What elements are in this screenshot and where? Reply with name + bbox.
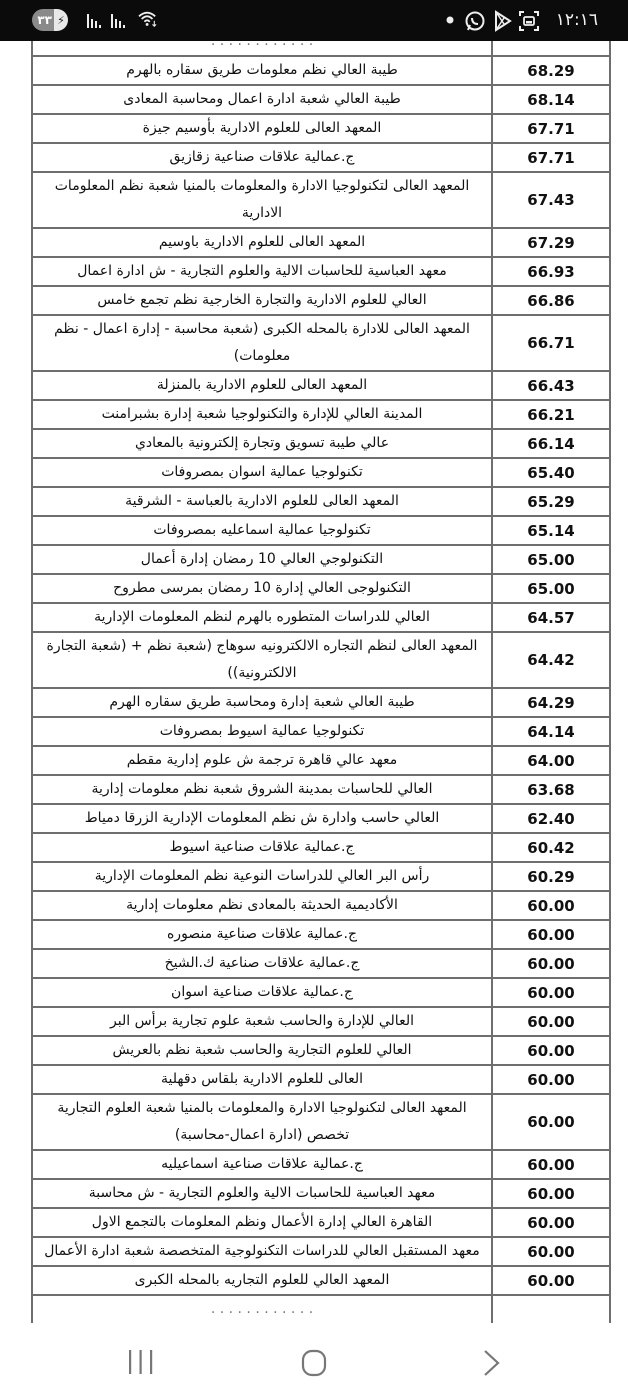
institute-cell: تكنولوجيا عمالية اسماعليه بمصروفات — [32, 516, 492, 545]
score-cell: 64.42 — [492, 632, 610, 688]
recents-icon[interactable] — [126, 1349, 156, 1375]
table-row — [32, 978, 610, 1007]
institute-cell: عالي طيبة تسويق وتجارة إلكترونية بالمعادي — [32, 429, 492, 458]
institute-cell: المعهد العالى للادارة بالمحله الكبرى (شعبة محاسبة - إدارة اعمال - نظم معلومات) — [32, 315, 492, 371]
table-row — [32, 1179, 610, 1208]
table-row — [32, 1007, 610, 1036]
institute-cell: العالي حاسب وادارة ش نظم المعلومات الإدارية الزرقا دمياط — [32, 804, 492, 833]
institute-cell: معهد عالي قاهرة ترجمة ش علوم إدارية مقطم — [32, 746, 492, 775]
battery-charging-icon — [32, 9, 68, 31]
table-row — [32, 56, 610, 85]
score-cell: 60.00 — [492, 1237, 610, 1266]
score-cell: 60.00 — [492, 1094, 610, 1150]
score-cell: 66.93 — [492, 257, 610, 286]
signal-icon — [86, 12, 106, 30]
score-cell: 65.14 — [492, 516, 610, 545]
table-row — [32, 632, 610, 688]
institute-cell: . . . . . . . . . . . . — [32, 1295, 492, 1323]
score-cell: 66.86 — [492, 286, 610, 315]
table-row — [32, 257, 610, 286]
institute-cell: . . . . . . . . . . . . — [32, 41, 492, 56]
wifi-icon — [136, 10, 160, 28]
score-cell: 66.14 — [492, 429, 610, 458]
score-cell: 60.42 — [492, 833, 610, 862]
institute-cell: العالي للإدارة والحاسب شعبة علوم تجارية برأس البر — [32, 1007, 492, 1036]
results-table-container[interactable] — [0, 41, 628, 1323]
table-row — [32, 949, 610, 978]
table-row — [32, 228, 610, 257]
table-row-partial — [32, 41, 610, 56]
score-cell: 67.43 — [492, 172, 610, 228]
table-row — [32, 143, 610, 172]
institute-cell: ج.عمالية علاقات صناعية زقازيق — [32, 143, 492, 172]
institute-cell: العالي للعلوم الادارية والتجارة الخارجية نظم تجمع خامس — [32, 286, 492, 315]
institute-cell: العالي للعلوم التجارية والحاسب شعبة نظم بالعريش — [32, 1036, 492, 1065]
institute-cell: تكنولوجيا عمالية اسيوط بمصروفات — [32, 717, 492, 746]
score-cell: 60.00 — [492, 1065, 610, 1094]
table-row — [32, 804, 610, 833]
score-cell — [492, 41, 610, 56]
institute-cell: تكنولوجيا عمالية اسوان بمصروفات — [32, 458, 492, 487]
institute-cell: ج.عمالية علاقات صناعية اسماعيليه — [32, 1150, 492, 1179]
results-table — [31, 41, 611, 1323]
institute-cell: العالي للحاسبات بمدينة الشروق شعبة نظم معلومات إدارية — [32, 775, 492, 804]
table-row-partial — [32, 1295, 610, 1323]
table-row — [32, 1266, 610, 1295]
table-row — [32, 429, 610, 458]
institute-cell: العالى للعلوم الادارية بلقاس دقهلية — [32, 1065, 492, 1094]
score-cell: 64.29 — [492, 688, 610, 717]
score-cell: 60.00 — [492, 1036, 610, 1065]
score-cell: 67.29 — [492, 228, 610, 257]
institute-cell: المعهد العالى للعلوم الادارية باوسيم — [32, 228, 492, 257]
table-row — [32, 487, 610, 516]
table-row — [32, 746, 610, 775]
score-cell: 60.00 — [492, 1150, 610, 1179]
table-row — [32, 545, 610, 574]
score-cell: 65.29 — [492, 487, 610, 516]
table-row — [32, 516, 610, 545]
score-cell: 62.40 — [492, 804, 610, 833]
score-cell: 60.00 — [492, 978, 610, 1007]
score-cell: 64.14 — [492, 717, 610, 746]
institute-cell: طيبة العالي شعبة إدارة ومحاسبة طريق سقاره الهرم — [32, 688, 492, 717]
table-row — [32, 172, 610, 228]
whatsapp-icon — [464, 10, 486, 32]
score-cell: 68.14 — [492, 85, 610, 114]
institute-cell: التكنولوجى العالي إدارة 10 رمضان بمرسى مطروح — [32, 574, 492, 603]
table-row — [32, 833, 610, 862]
clock: ١٢:١٦ — [555, 10, 598, 30]
institute-cell: المعهد العالى للعلوم الادارية بأوسيم جيزة — [32, 114, 492, 143]
charging-bolt-icon: ⚡ — [54, 9, 68, 31]
institute-cell: المعهد العالى لنظم التجاره الالكترونيه سوهاج (شعبة نظم + (شعبة التجارة الالكترونية)) — [32, 632, 492, 688]
institute-cell: معهد المستقبل العالي للدراسات التكنولوجية المتخصصة شعبة ادارة الأعمال — [32, 1237, 492, 1266]
institute-cell: رأس البر العالي للدراسات النوعية نظم المعلومات الإدارية — [32, 862, 492, 891]
score-cell: 60.00 — [492, 891, 610, 920]
institute-cell: طيبة العالي شعبة ادارة اعمال ومحاسبة المعادى — [32, 85, 492, 114]
institute-cell: معهد العباسية للحاسبات الالية والعلوم التجارية - ش ادارة اعمال — [32, 257, 492, 286]
table-row — [32, 862, 610, 891]
battery-level: ٣٣ — [32, 9, 54, 31]
institute-cell: الأكاديمية الحديثة بالمعادى نظم معلومات إدارية — [32, 891, 492, 920]
score-cell: 65.00 — [492, 574, 610, 603]
score-cell — [492, 1295, 610, 1323]
table-row — [32, 1094, 610, 1150]
score-cell: 60.00 — [492, 920, 610, 949]
institute-cell: المعهد العالى لتكنولوجيا الادارة والمعلومات بالمنيا شعبة العلوم التجارية تخصص (ادارة اعمال-محاسبة) — [32, 1094, 492, 1150]
score-cell: 64.57 — [492, 603, 610, 632]
institute-cell: المعهد العالى للعلوم الادارية بالعباسة - الشرقية — [32, 487, 492, 516]
institute-cell: العالي للدراسات المتطوره بالهرم لنظم المعلومات الإدارية — [32, 603, 492, 632]
signal-icon — [110, 12, 130, 30]
table-row — [32, 286, 610, 315]
score-cell: 66.21 — [492, 400, 610, 429]
table-row — [32, 1036, 610, 1065]
table-row — [32, 717, 610, 746]
institute-cell: ج.عمالية علاقات صناعية اسوان — [32, 978, 492, 1007]
institute-cell: ج.عمالية علاقات صناعية ك.الشيخ — [32, 949, 492, 978]
table-row — [32, 920, 610, 949]
institute-cell: المدينة العالي للإدارة والتكنولوجيا شعبة إدارة بشبرامنت — [32, 400, 492, 429]
score-cell: 64.00 — [492, 746, 610, 775]
table-row — [32, 458, 610, 487]
institute-cell: المعهد العالى للعلوم الادارية بالمنزلة — [32, 371, 492, 400]
score-cell: 65.40 — [492, 458, 610, 487]
score-cell: 60.00 — [492, 1179, 610, 1208]
score-cell: 68.29 — [492, 56, 610, 85]
navigation-bar — [0, 1323, 628, 1400]
status-bar — [0, 0, 628, 41]
table-row — [32, 400, 610, 429]
score-cell: 60.29 — [492, 862, 610, 891]
institute-cell: المعهد العالى لتكنولوجيا الادارة والمعلومات بالمنيا شعبة نظم المعلومات الادارية — [32, 172, 492, 228]
institute-cell: ج.عمالية علاقات صناعية اسيوط — [32, 833, 492, 862]
back-icon[interactable] — [480, 1349, 504, 1377]
screen-record-icon — [518, 10, 540, 32]
score-cell: 60.00 — [492, 1007, 610, 1036]
score-cell: 66.43 — [492, 371, 610, 400]
table-row — [32, 1150, 610, 1179]
score-cell: 67.71 — [492, 114, 610, 143]
institute-cell: التكنولوجي العالي 10 رمضان إدارة أعمال — [32, 545, 492, 574]
table-row — [32, 1237, 610, 1266]
institute-cell: طيبة العالي نظم معلومات طريق سقاره بالهرم — [32, 56, 492, 85]
table-row — [32, 775, 610, 804]
table-row — [32, 315, 610, 371]
score-cell: 60.00 — [492, 1208, 610, 1237]
table-row — [32, 1065, 610, 1094]
table-row — [32, 574, 610, 603]
institute-cell: ج.عمالية علاقات صناعية منصوره — [32, 920, 492, 949]
table-row — [32, 1208, 610, 1237]
score-cell: 63.68 — [492, 775, 610, 804]
table-row — [32, 371, 610, 400]
table-row — [32, 603, 610, 632]
dot-icon — [446, 16, 454, 24]
score-cell: 67.71 — [492, 143, 610, 172]
home-icon[interactable] — [300, 1349, 330, 1377]
play-store-icon — [493, 10, 513, 32]
table-row — [32, 891, 610, 920]
score-cell: 65.00 — [492, 545, 610, 574]
institute-cell: القاهرة العالي إدارة الأعمال ونظم المعلومات بالتجمع الاول — [32, 1208, 492, 1237]
table-row — [32, 688, 610, 717]
score-cell: 60.00 — [492, 1266, 610, 1295]
score-cell: 60.00 — [492, 949, 610, 978]
institute-cell: معهد العباسية للحاسبات الالية والعلوم التجارية - ش محاسبة — [32, 1179, 492, 1208]
score-cell: 66.71 — [492, 315, 610, 371]
table-row — [32, 114, 610, 143]
table-row — [32, 85, 610, 114]
institute-cell: المعهد العالي للعلوم التجاريه بالمحله الكبرى — [32, 1266, 492, 1295]
